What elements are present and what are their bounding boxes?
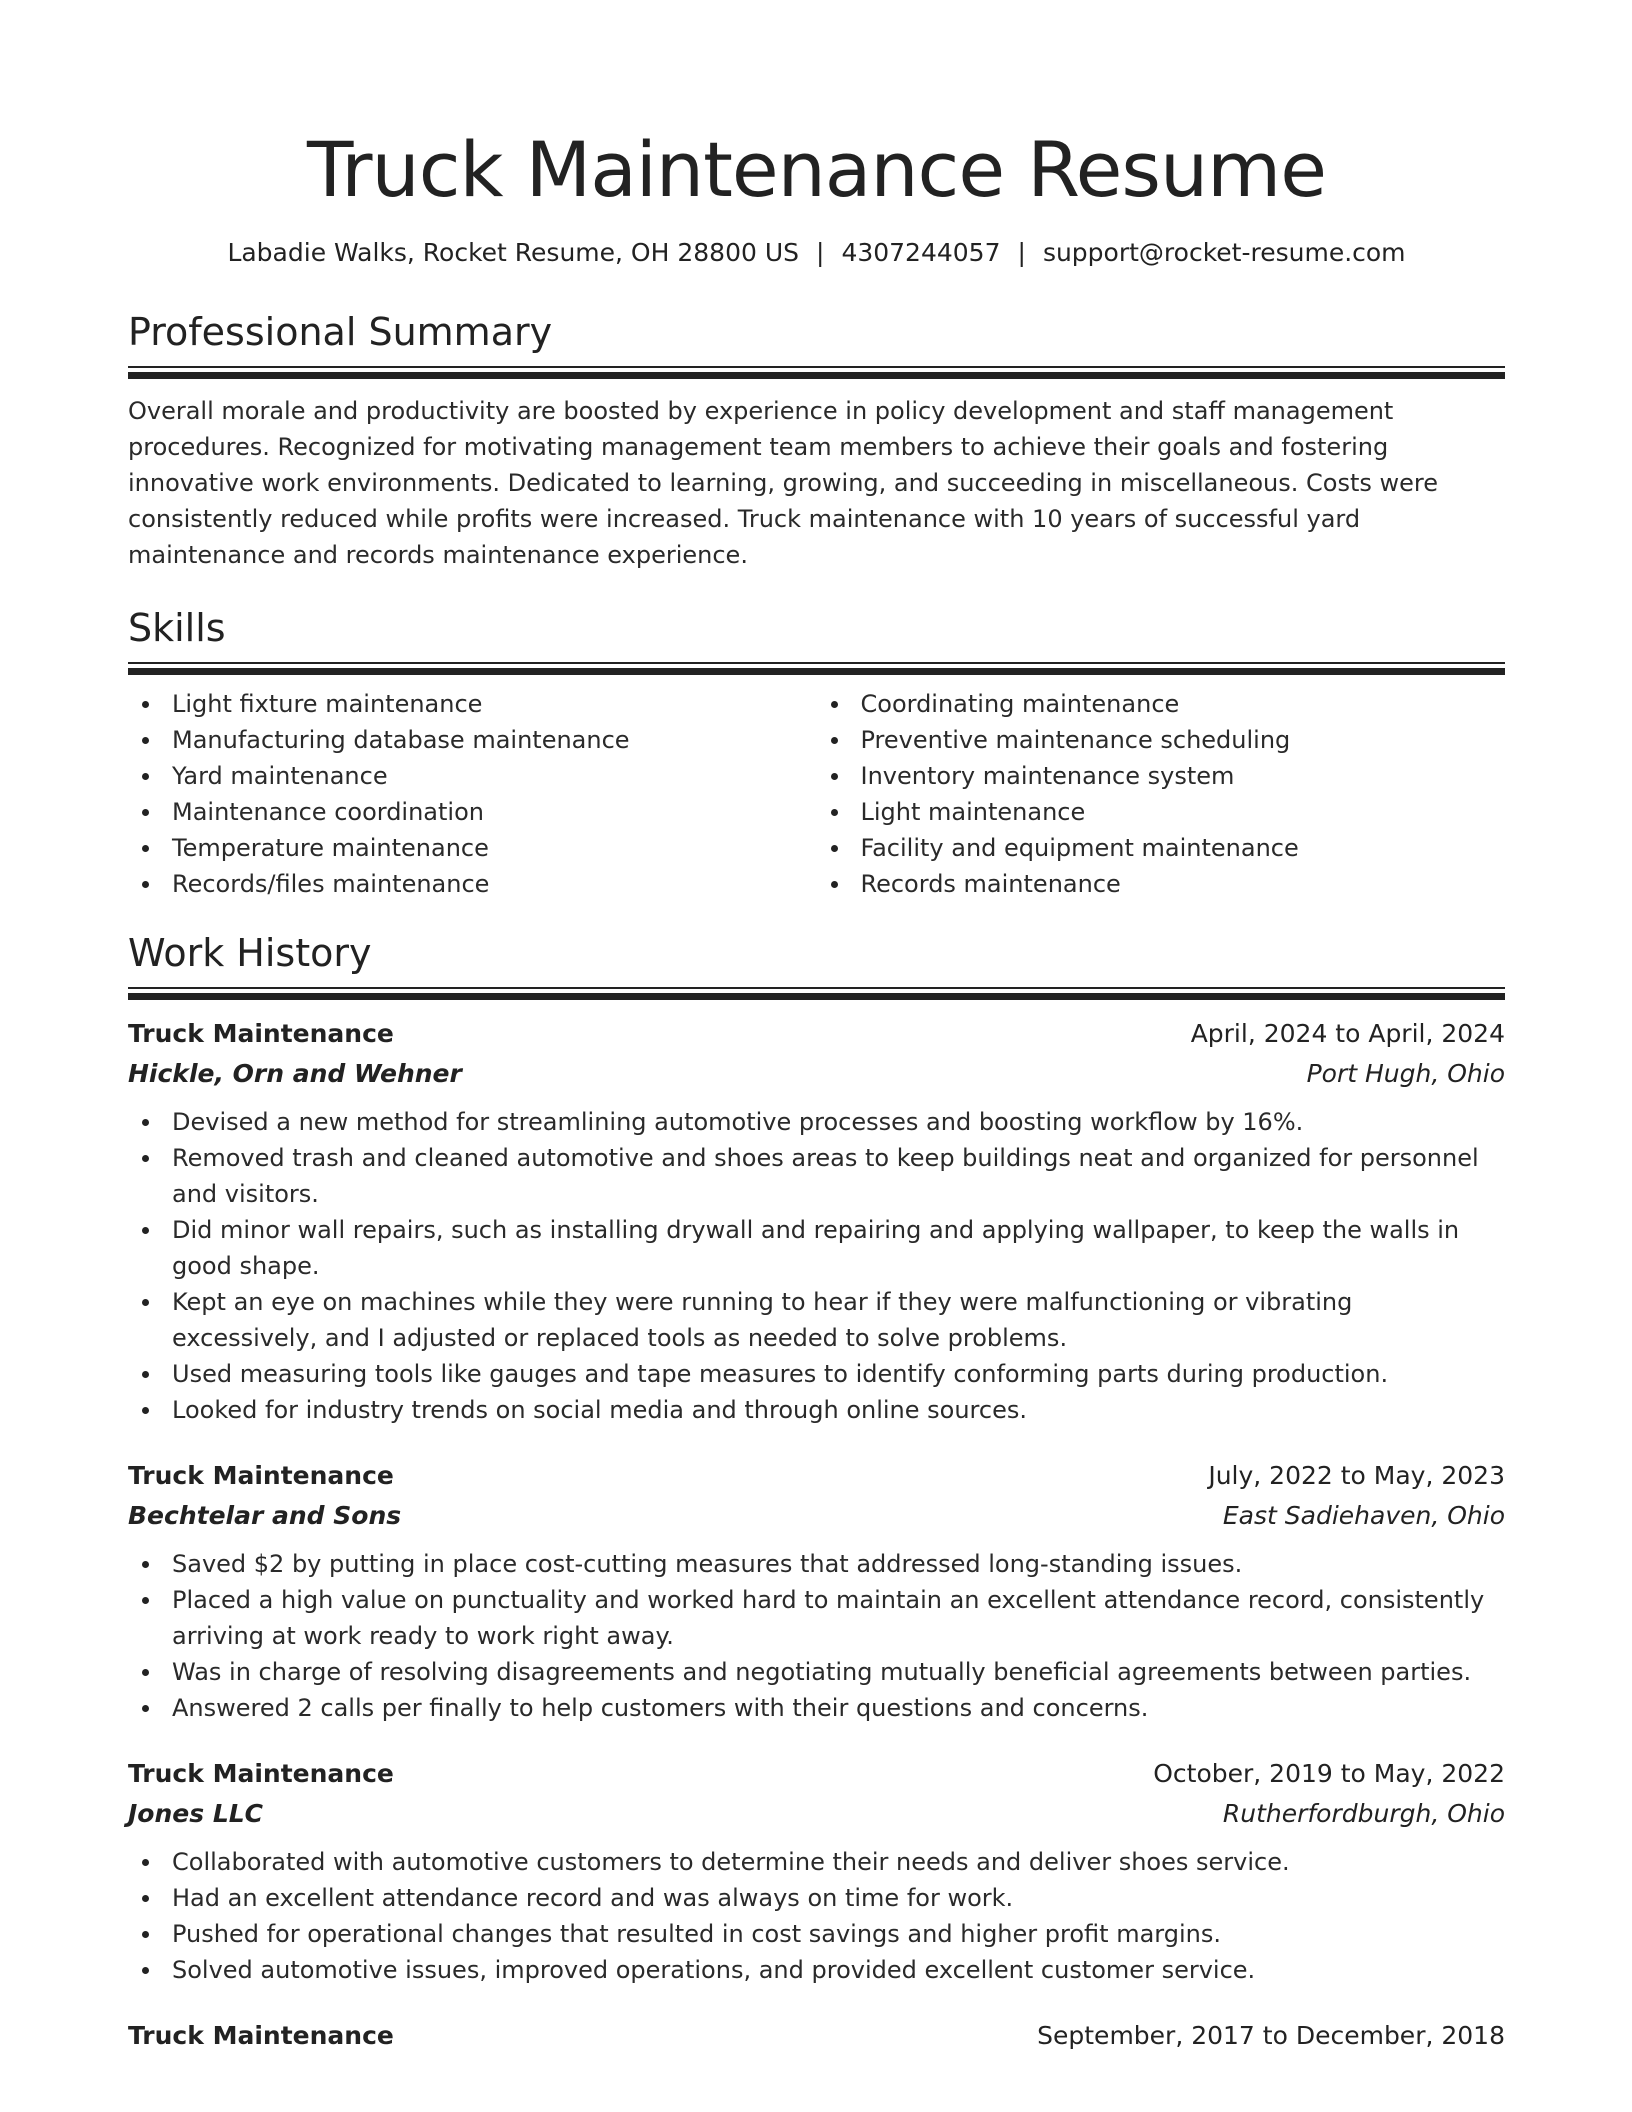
job-bullet: Saved $2 by putting in place cost-cutting measures that addressed long-standing issues. xyxy=(172,1546,1505,1582)
job-location: East Sadiehaven, Ohio xyxy=(1222,1501,1505,1530)
job-entry xyxy=(128,1456,1505,1726)
skills-list-left xyxy=(128,686,817,902)
summary-text: Overall morale and productivity are boosted by experience in policy development and staff management procedures. Recognized for motivating management team members to achieve their goals and fostering innovative work environments. Dedicated to learning, growing, and succeeding in miscellaneous. Costs were consistently reduced while profits were increased. Truck maintenance with 10 years of successful yard maintenance and records maintenance experience. xyxy=(128,397,1438,569)
job-location: Port Hugh, Ohio xyxy=(1306,1059,1505,1088)
job-dates: July, 2022 to May, 2023 xyxy=(1208,1461,1505,1490)
job-company: Bechtelar and Sons xyxy=(128,1501,402,1530)
job-dates: October, 2019 to May, 2022 xyxy=(1153,1759,1505,1788)
job-entry xyxy=(128,2016,1505,2056)
job-bullet: Was in charge of resolving disagreements and negotiating mutually beneficial agreements between parties. xyxy=(172,1654,1505,1690)
section-title-summary: Professional Summary xyxy=(128,310,553,354)
job-entry xyxy=(128,1014,1505,1428)
job-company: Jones LLC xyxy=(128,1799,264,1828)
work-section xyxy=(128,930,1505,2056)
job-bullet: Placed a high value on punctuality and worked hard to maintain an excellent attendance record, consistently arriving at work ready to work right away. xyxy=(172,1582,1505,1654)
skill-item: Yard maintenance xyxy=(172,758,817,794)
skill-item: Inventory maintenance system xyxy=(861,758,1506,794)
section-divider xyxy=(128,987,1505,1000)
job-bullet: Solved automotive issues, improved operations, and provided excellent customer service. xyxy=(172,1952,1505,1988)
job-title: Truck Maintenance xyxy=(128,1461,394,1490)
job-entry xyxy=(128,1754,1505,1988)
contact-separator: | xyxy=(1017,238,1026,267)
skill-item: Records maintenance xyxy=(861,866,1506,902)
skill-item: Light maintenance xyxy=(861,794,1506,830)
section-title-work: Work History xyxy=(128,931,372,975)
skill-item: Coordinating maintenance xyxy=(861,686,1506,722)
job-bullet: Pushed for operational changes that resulted in cost savings and higher profit margins. xyxy=(172,1916,1505,1952)
job-bullet: Devised a new method for streamlining automotive processes and boosting workflow by 16%. xyxy=(172,1104,1505,1140)
section-divider xyxy=(128,662,1505,675)
contact-separator: | xyxy=(816,238,825,267)
job-bullets xyxy=(128,1844,1505,1988)
job-title: Truck Maintenance xyxy=(128,2021,394,2050)
job-bullet: Removed trash and cleaned automotive and shoes areas to keep buildings neat and organized for personnel and visitors. xyxy=(172,1140,1505,1212)
job-bullet: Kept an eye on machines while they were running to hear if they were malfunctioning or vibrating excessively, and I adjusted or replaced tools as needed to solve problems. xyxy=(172,1284,1505,1356)
skill-item: Light fixture maintenance xyxy=(172,686,817,722)
job-bullet: Answered 2 calls per finally to help customers with their questions and concerns. xyxy=(172,1690,1505,1726)
skill-item: Facility and equipment maintenance xyxy=(861,830,1506,866)
skill-item: Maintenance coordination xyxy=(172,794,817,830)
job-dates: September, 2017 to December, 2018 xyxy=(1037,2021,1505,2050)
job-bullet: Collaborated with automotive customers to determine their needs and deliver shoes service. xyxy=(172,1844,1505,1880)
job-title: Truck Maintenance xyxy=(128,1019,394,1048)
job-bullet: Did minor wall repairs, such as installing drywall and repairing and applying wallpaper, to keep the walls in good shape. xyxy=(172,1212,1505,1284)
contact-email: support@rocket-resume.com xyxy=(1042,238,1406,267)
resume-name: Truck Maintenance Resume xyxy=(307,125,1326,214)
contact-phone: 4307244057 xyxy=(841,238,1001,267)
skills-columns xyxy=(128,686,1505,902)
section-title-skills: Skills xyxy=(128,606,226,650)
contact-line xyxy=(128,237,1505,269)
section-divider xyxy=(128,366,1505,379)
job-company: Hickle, Orn and Wehner xyxy=(128,1059,462,1088)
skills-list-right xyxy=(817,686,1506,902)
job-dates: April, 2024 to April, 2024 xyxy=(1190,1019,1505,1048)
summary-section xyxy=(128,309,1505,573)
skill-item: Preventive maintenance scheduling xyxy=(861,722,1506,758)
job-title: Truck Maintenance xyxy=(128,1759,394,1788)
skill-item: Manufacturing database maintenance xyxy=(172,722,817,758)
skill-item: Records/files maintenance xyxy=(172,866,817,902)
job-bullet: Had an excellent attendance record and was always on time for work. xyxy=(172,1880,1505,1916)
job-bullets xyxy=(128,1104,1505,1428)
job-bullet: Looked for industry trends on social media and through online sources. xyxy=(172,1392,1505,1428)
skill-item: Temperature maintenance xyxy=(172,830,817,866)
job-location: Rutherfordburgh, Ohio xyxy=(1222,1799,1505,1828)
contact-address: Labadie Walks, Rocket Resume, OH 28800 US xyxy=(227,238,799,267)
skills-section xyxy=(128,605,1505,902)
job-bullet: Used measuring tools like gauges and tape measures to identify conforming parts during production. xyxy=(172,1356,1505,1392)
job-bullets xyxy=(128,1546,1505,1726)
